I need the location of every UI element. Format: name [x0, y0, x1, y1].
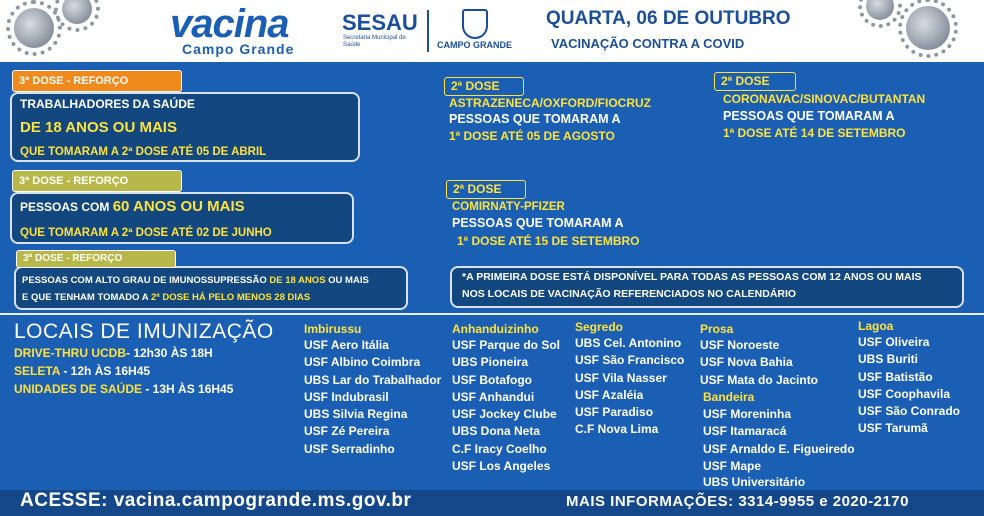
notice-line2: NOS LOCAIS DE VACINAÇÃO REFERENCIADOS NO CALENDÁRIO	[462, 288, 797, 300]
region-anhanduizinho-list	[452, 337, 560, 475]
dose-coronavac-tag: 2ª DOSE	[714, 72, 796, 91]
footer-website-link[interactable]: ACESSE: vacina.campogrande.ms.gov.br	[20, 490, 412, 511]
list-item: UBS Dona Neta	[452, 424, 541, 439]
list-item: USF São Francisco	[575, 353, 685, 368]
list-item: USF Jockey Clube	[452, 407, 557, 422]
region-segredo-title: Segredo	[575, 320, 624, 334]
list-item: C.F Iracy Coelho	[452, 441, 547, 456]
list-item: USF Nova Bahia	[700, 355, 793, 370]
reforco3-line1-c: OU MAIS	[325, 275, 369, 286]
notice-line1: *A PRIMEIRA DOSE ESTÁ DISPONÍVEL PARA TODAS AS PESSOAS COM 12 ANOS OU MAIS	[462, 271, 922, 283]
reforco-tag-2: 3ª DOSE - REFORÇO	[12, 170, 182, 192]
list-item: USF Zé Pereira	[304, 424, 390, 439]
page-subtitle: VACINAÇÃO CONTRA A COVID	[551, 36, 745, 51]
reforco-tag-1: 3ª DOSE - REFORÇO	[12, 70, 182, 92]
reforco2-line2: QUE TOMARAM A 2ª DOSE ATÉ 02 DE JUNHO	[20, 227, 272, 239]
list-item: USF Botafogo	[452, 372, 532, 387]
drive-thru-time: - 12h30 ÀS 18H	[126, 346, 213, 360]
list-item: UBS Cel. Antonino	[575, 336, 682, 350]
dose-pfizer-line1: PESSOAS QUE TOMARAM A	[452, 216, 624, 230]
region-bandeira-title: Bandeira	[703, 390, 755, 404]
reforco2-line1-b: 60 ANOS OU MAIS	[112, 198, 245, 215]
list-item: UBS Pioneira	[452, 355, 529, 370]
list-item: USF Paradiso	[575, 405, 654, 420]
region-prosa-title: Prosa	[700, 322, 734, 336]
list-item: UBS Buriti	[858, 352, 918, 367]
list-item: USF Azaléia	[575, 387, 644, 402]
reforco2-line1	[20, 198, 245, 216]
list-item: USF Mape	[703, 458, 762, 473]
drive-thru-label: DRIVE-THRU UCDB	[14, 346, 126, 360]
seleta-line	[14, 364, 150, 378]
list-item: USF Aero Itália	[304, 338, 389, 352]
header-divider	[427, 10, 429, 52]
page-date: QUARTA, 06 DE OUTUBRO	[546, 8, 791, 29]
unidades-label: UNIDADES DE SAÚDE	[14, 382, 143, 396]
region-prosa-list	[700, 337, 818, 389]
list-item: USF Oliveira	[858, 335, 930, 349]
virus-illustration-right2-icon	[866, 0, 894, 20]
drive-thru-line	[14, 346, 213, 360]
list-item: USF Vila Nasser	[575, 370, 667, 385]
city-crest-icon	[462, 9, 488, 39]
list-item: USF São Conrado	[858, 404, 961, 419]
section-divider	[0, 313, 984, 315]
region-imbirussu-list	[304, 337, 441, 458]
region-lagoa-title: Lagoa	[858, 319, 894, 333]
list-item: USF Noroeste	[700, 338, 780, 352]
list-item: USF Moreninha	[703, 407, 792, 421]
reforco1-line3: QUE TOMARAM A 2ª DOSE ATÉ 05 DE ABRIL	[20, 146, 267, 158]
list-item: USF Parque do Sol	[452, 338, 561, 352]
dose-astra-line1: PESSOAS QUE TOMARAM A	[449, 112, 621, 126]
list-item: USF Itamaracá	[703, 424, 787, 439]
unidades-time: - 13H ÀS 16H45	[142, 382, 234, 396]
region-imbirussu-title: Imbirussu	[304, 322, 362, 336]
region-bandeira-list	[703, 406, 855, 489]
list-item: UBS Silvia Regina	[304, 407, 408, 422]
dose-astra-tag: 2ª DOSE	[444, 77, 524, 96]
virus-illustration-right-icon	[906, 6, 950, 50]
vacina-logo: vacina	[170, 2, 289, 46]
city-logo-text: CAMPO GRANDE	[437, 40, 513, 50]
seleta-label: SELETA	[14, 364, 61, 378]
list-item: USF Anhandui	[452, 389, 535, 404]
dose-coronavac-line1: PESSOAS QUE TOMARAM A	[723, 109, 895, 123]
dose-astra-vaccine: ASTRAZENECA/OXFORD/FIOCRUZ	[449, 96, 651, 110]
reforco3-line1-a: PESSOAS COM ALTO GRAU DE IMUNOSSUPRESSÃO	[22, 275, 270, 286]
reforco3-line2-b: 2ª DOSE HÁ PELO MENOS 28 DIAS	[150, 292, 311, 303]
sesau-logo: SESAU	[342, 10, 418, 35]
region-segredo-list	[575, 335, 684, 439]
list-item: USF Los Angeles	[452, 459, 551, 474]
dose-astra-line2: 1ª DOSE ATÉ 05 DE AGOSTO	[449, 129, 615, 143]
reforco3-line2	[22, 292, 310, 303]
unidades-line	[14, 382, 233, 396]
dose-coronavac-vaccine: CORONAVAC/SINOVAC/BUTANTAN	[723, 92, 926, 106]
sesau-subtitle: Secretaria Municipal de Saúde	[343, 35, 406, 48]
reforco-tag-3: 3ª DOSE - REFORÇO	[16, 250, 176, 268]
region-lagoa-list	[858, 334, 960, 438]
list-item: USF Arnaldo E. Figueiredo	[703, 441, 855, 456]
dose-coronavac-line2: 1ª DOSE ATÉ 14 DE SETEMBRO	[723, 126, 906, 140]
list-item: C.F Nova Lima	[575, 422, 659, 437]
dose-pfizer-line2: 1ª DOSE ATÉ 15 DE SETEMBRO	[457, 234, 640, 248]
list-item: UBS Lar do Trabalhador	[304, 372, 442, 387]
list-item: USF Albino Coimbra	[304, 355, 421, 370]
virus-illustration-left-icon	[14, 8, 54, 48]
reforco2-line1-a: PESSOAS COM	[20, 200, 113, 214]
list-item: UBS Universitário	[703, 475, 806, 490]
reforco1-line2: DE 18 ANOS OU MAIS	[20, 119, 177, 136]
list-item: USF Coophavila	[858, 386, 951, 401]
list-item: USF Serradinho	[304, 441, 395, 456]
reforco1-line1: TRABALHADORES DA SAÚDE	[20, 97, 195, 111]
list-item: USF Batistão	[858, 369, 933, 384]
dose-pfizer-vaccine: COMIRNATY-PFIZER	[452, 201, 565, 213]
vacina-logo-subtitle: Campo Grande	[182, 41, 295, 57]
locais-title: LOCAIS DE IMUNIZAÇÃO	[14, 320, 274, 343]
dose-pfizer-tag: 2ª DOSE	[446, 180, 526, 199]
list-item: USF Indubrasil	[304, 389, 389, 404]
reforco3-line1-b: DE 18 ANOS	[269, 275, 326, 286]
reforco-immunosuppressed-box	[14, 266, 408, 310]
region-anhanduizinho-title: Anhanduizinho	[452, 322, 539, 336]
virus-illustration-left2-icon	[62, 0, 92, 24]
footer-contact-info: MAIS INFORMAÇÕES: 3314-9955 e 2020-2170	[566, 493, 909, 510]
reforco3-line2-a: E QUE TENHAM TOMADO A	[22, 292, 151, 303]
list-item: USF Mata do Jacinto	[700, 372, 819, 387]
list-item: USF Tarumã	[858, 421, 928, 436]
reforco3-line1	[22, 275, 369, 286]
seleta-time: - 12h ÀS 16H45	[60, 364, 151, 378]
header-banner	[0, 0, 984, 62]
